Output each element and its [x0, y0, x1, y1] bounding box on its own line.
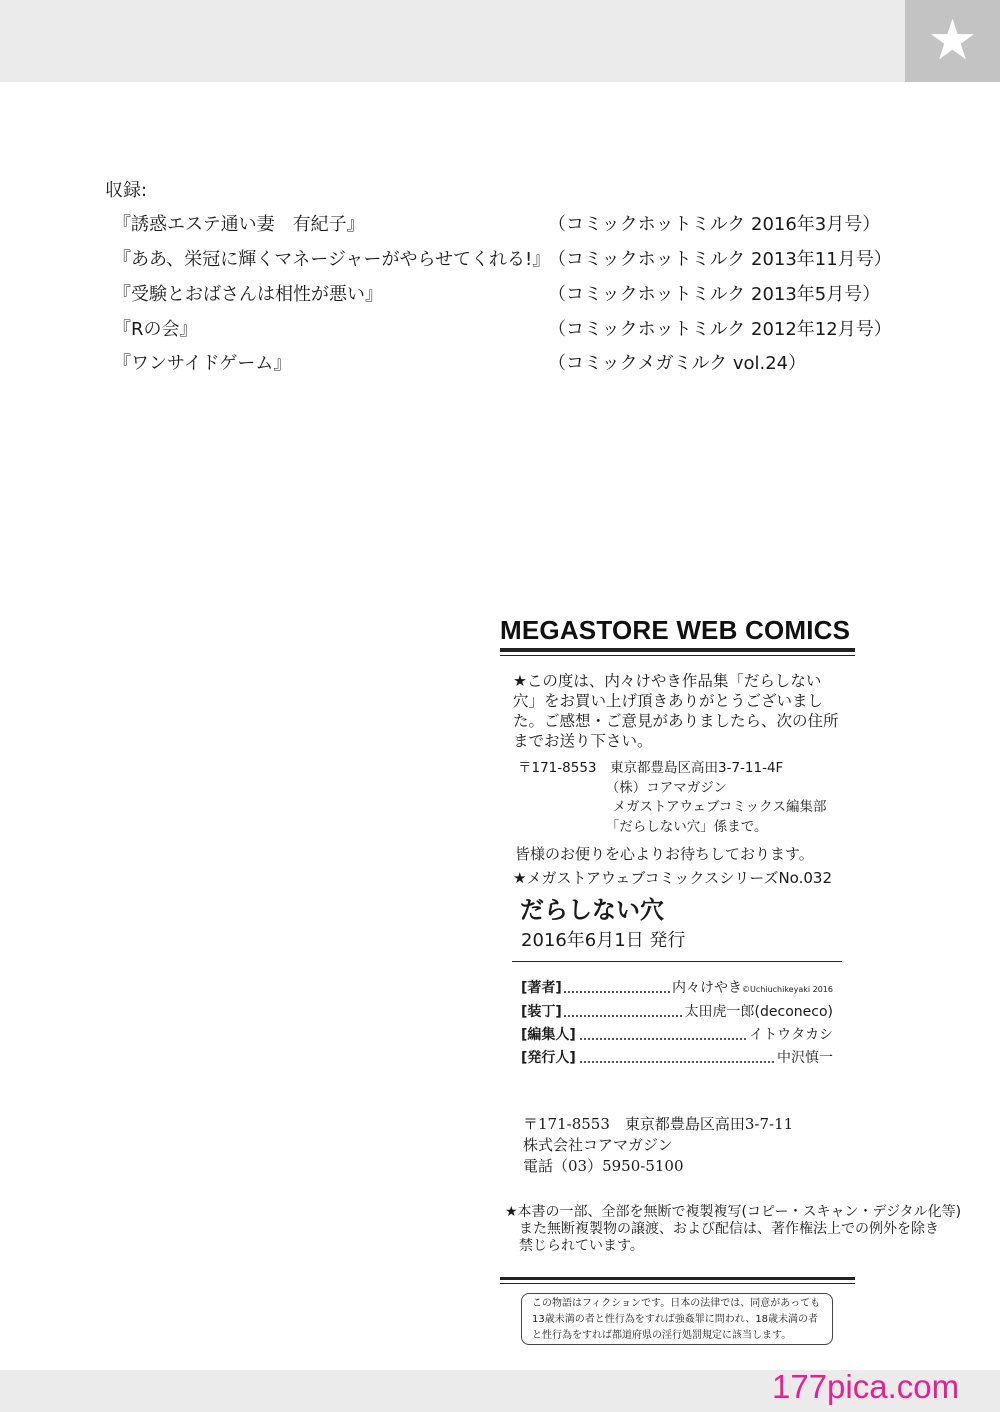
credit-name: イトウタカシ	[747, 1024, 833, 1044]
story-title: 『ワンサイドゲーム』	[113, 353, 292, 374]
story-title: 『受験とおばさんは相性が悪い』	[113, 284, 383, 305]
publication-date: 2016年6月1日 発行	[521, 930, 686, 951]
story-source: （コミックホットミルク 2013年5月号）	[548, 284, 881, 305]
address-line: 〒171-8553 東京都豊島区高田3-7-11-4F	[518, 760, 784, 776]
legal-line: また無断複製物の譲渡、および配信は、著作権法上での例外を除き	[505, 1221, 939, 1237]
story-source: （コミックホットミルク 2012年12月号）	[548, 319, 892, 340]
star-icon: ★	[905, 0, 1000, 82]
credit-name: 太田虎一郎(deconeco)	[683, 1001, 833, 1021]
brand-rule-thin	[500, 655, 855, 656]
contents-row	[105, 315, 925, 341]
legal-line: 禁じられています。	[505, 1238, 644, 1254]
book-title: だらしない穴	[520, 896, 664, 924]
notice-line: と性行為をすれば都道府県の淫行処罰規定に該当します。	[532, 1330, 792, 1341]
brand-rule-thick	[500, 648, 855, 652]
publisher-line: 〒171-8553 東京都豊島区高田3-7-11	[523, 1115, 794, 1133]
credit-role: [著者]	[521, 977, 564, 997]
site-watermark: 177pica.com	[772, 1368, 960, 1405]
story-source: （コミックホットミルク 2013年11月号）	[548, 249, 892, 270]
contents-row	[105, 245, 925, 271]
credits-rule	[512, 961, 842, 962]
story-source: （コミックホットミルク 2016年3月号）	[548, 214, 881, 235]
brand-title: MEGASTORE WEB COMICS	[500, 615, 851, 645]
fiction-notice	[521, 1293, 833, 1345]
copyright-notice	[505, 1204, 961, 1255]
copyright-note: ©Uchiuchikeyaki 2016	[742, 985, 833, 994]
publisher-info	[523, 1114, 793, 1177]
credit-design	[521, 1001, 833, 1023]
legal-line: ★本書の一部、全部を無断で複製複写(コピー・スキャン・デジタル化等)	[505, 1204, 962, 1220]
closing-message: 皆様のお便りを心よりお待ちしております。	[515, 845, 814, 863]
story-title: 『Rの会』	[113, 319, 198, 340]
credit-author	[521, 977, 833, 999]
story-title: 『ああ、栄冠に輝くマネージャーがやらせてくれる!』	[113, 249, 551, 270]
address-line: （株）コアマガジン	[518, 779, 727, 796]
contents-row	[105, 210, 925, 236]
thanks-line: た。ご感想・ご意見がありましたら、次の住所	[513, 712, 839, 730]
publisher-line: 電話（03）5950-5100	[523, 1157, 684, 1175]
mail-address	[518, 759, 826, 837]
thanks-line: 穴」をお買い上げ頂きありがとうございまし	[513, 692, 824, 710]
address-line: メガストアウェブコミックス編集部	[518, 799, 827, 815]
notice-line: 13歳未満の者と性行為をすれば強姦罪に問われ、18歳未満の者	[532, 1314, 819, 1325]
footer-rule-thin	[500, 1283, 855, 1284]
thanks-line: ★この度は、内々けやき作品集「だらしない	[513, 672, 822, 690]
credit-name: 中沢慎一	[775, 1047, 833, 1067]
footer-rule-thick	[500, 1277, 855, 1280]
story-title: 『誘惑エステ通い妻 有紀子』	[113, 214, 365, 235]
credit-name-text: 内々けやき	[672, 980, 743, 996]
series-number: ★メガストアウェブコミックスシリーズNo.032	[513, 869, 832, 887]
thanks-message	[513, 671, 839, 751]
notice-line: この物語はフィクションです。日本の法律では、同意があっても	[532, 1298, 821, 1309]
credit-name	[670, 977, 833, 997]
publisher-line: 株式会社コアマガジン	[523, 1136, 673, 1154]
address-line: 「だらしない穴」係まで。	[518, 818, 768, 835]
contents-row	[105, 280, 925, 306]
credit-publisher	[521, 1047, 833, 1069]
credit-editor	[521, 1024, 833, 1046]
credit-role: [発行人]	[521, 1047, 578, 1067]
contents-row	[105, 349, 925, 375]
top-band	[0, 0, 1000, 82]
story-source: （コミックメガミルク vol.24）	[548, 353, 807, 374]
contents-label: 収録:	[105, 180, 148, 201]
credit-role: [編集人]	[521, 1024, 578, 1044]
thanks-line: までお送り下さい。	[513, 732, 653, 750]
credit-role: [装丁]	[521, 1001, 564, 1021]
